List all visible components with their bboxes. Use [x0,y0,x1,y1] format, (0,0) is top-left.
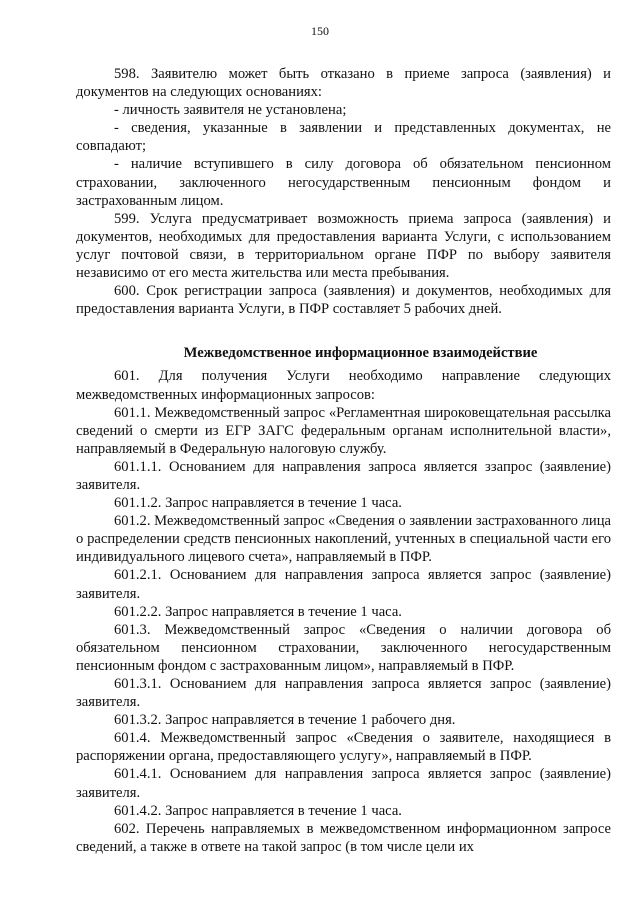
paragraph-602: 602. Перечень направляемых в межведомственном информационном запросе сведений, а также в ответе на такой запрос (в том числе цели их [76,820,611,855]
document-body [76,65,611,856]
paragraph-598-item-2: - сведения, указанные в заявлении и представленных документах, не совпадают; [76,120,611,155]
section-heading: Межведомственное информационное взаимодействие [183,345,538,362]
paragraph-601-2-1: 601.2.1. Основанием для направления запроса является запрос (заявление) заявителя. [76,567,611,602]
paragraph-601-4-2: 601.4.2. Запрос направляется в течение 1 часа. [114,802,402,819]
paragraph-601-1: 601.1. Межведомственный запрос «Регламентная широковещательная рассылка сведений о смерти из ЕГР ЗАГС федеральным органам исполнительной власти», направляемый в Федеральную налоговую службу. [76,404,611,457]
paragraph-601-3: 601.3. Межведомственный запрос «Сведения о наличии договора об обязательном пенсионном страховании, заключенного негосударственным пенсионным фондом с застрахованным лицом», направляемый в ПФР. [76,621,611,674]
paragraph-598: 598. Заявителю может быть отказано в приеме запроса (заявления) и документов на следующих основаниях: [76,66,611,101]
paragraph-601-3-1: 601.3.1. Основанием для направления запроса является запрос (заявление) заявителя. [76,676,611,711]
paragraph-601-1-2: 601.1.2. Запрос направляется в течение 1 часа. [114,495,402,512]
paragraph-601-2: 601.2. Межведомственный запрос «Сведения о заявлении застрахованного лица о распределении средств пенсионных накоплений, учтенных в специальной части его индивидуального лицевого счета», направляемый в ПФР. [76,513,611,566]
paragraph-601-1-1: 601.1.1. Основанием для направления запроса является ззапрос (заявление) заявителя. [76,458,611,493]
page-number: 150 [311,24,329,38]
paragraph-598-item-1: - личность заявителя не установлена; [114,102,347,119]
paragraph-601-4-1: 601.4.1. Основанием для направления запроса является запрос (заявление) заявителя. [76,766,611,801]
section-spacer [76,318,611,326]
paragraph-599: 599. Услуга предусматривает возможность приема запроса (заявления) и документов, необходимых для предоставления варианта Услуги, с использованием услуг почтовой связи, в территориальном органе ПФР по выбору заявителя независимо от его места жительства или места пребывания. [76,210,611,282]
paragraph-601: 601. Для получения Услуги необходимо направление следующих межведомственных информационных запросов: [76,368,611,403]
paragraph-601-4: 601.4. Межведомственный запрос «Сведения о заявителе, находящиеся в распоряжении органа, предоставляющего услугу», направляемый в ПФР. [76,730,611,765]
paragraph-598-item-3: - наличие вступившего в силу договора об обязательном пенсионном страховании, заключенного негосударственным пенсионным фондом и застрахованным лицом. [76,156,611,209]
paragraph-601-2-2: 601.2.2. Запрос направляется в течение 1 часа. [114,603,402,620]
paragraph-600: 600. Срок регистрации запроса (заявления) и документов, необходимых для предоставления варианта Услуги, в ПФР составляет 5 рабочих дней. [76,283,611,318]
paragraph-601-3-2: 601.3.2. Запрос направляется в течение 1 рабочего дня. [114,712,456,729]
